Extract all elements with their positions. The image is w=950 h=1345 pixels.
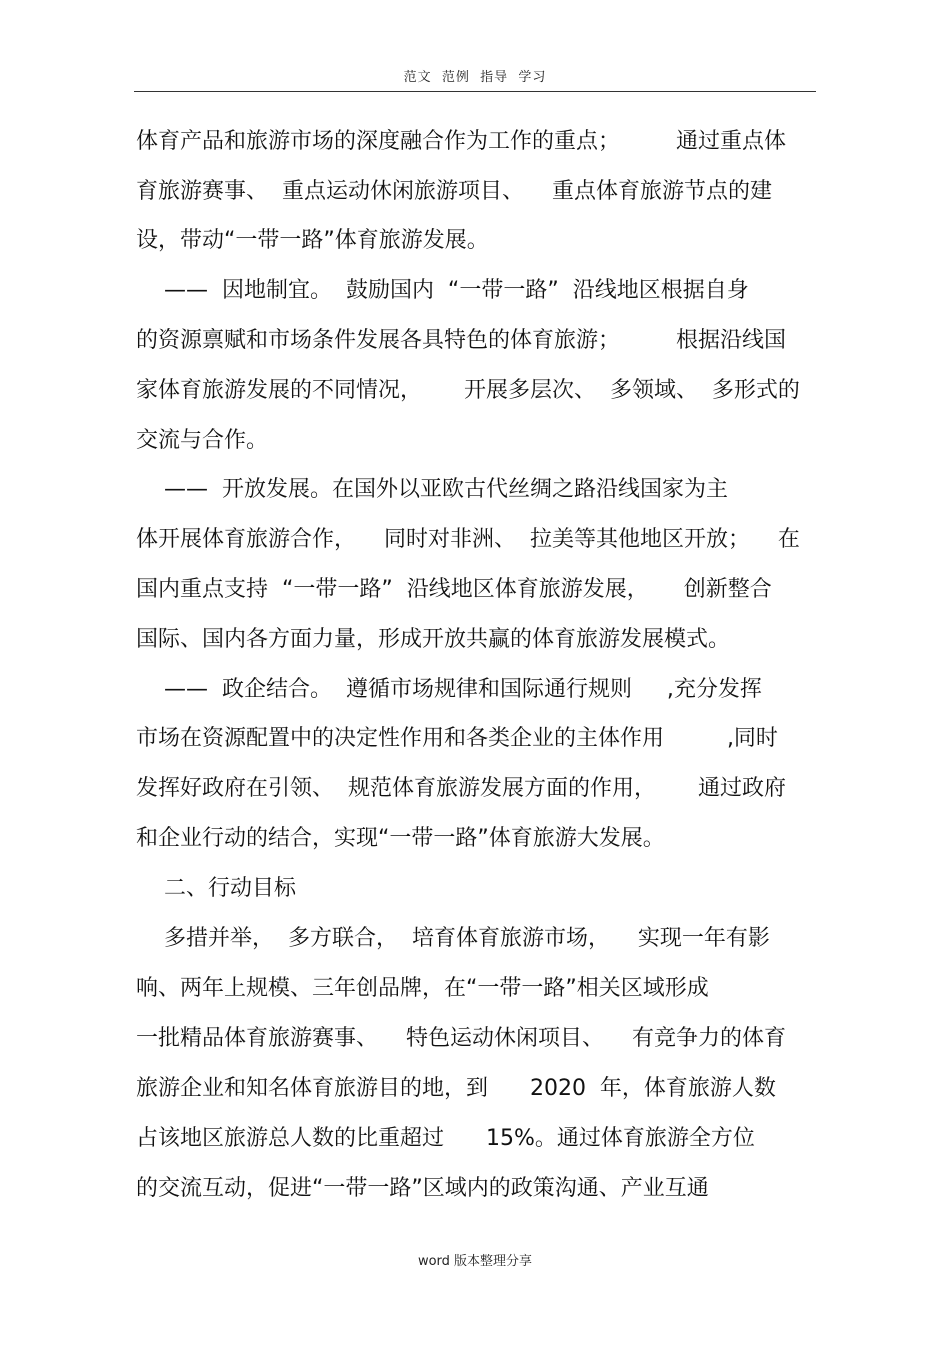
body-line: 国内重点支持 “一带一路” 沿线地区体育旅游发展， 创新整合 xyxy=(136,577,772,602)
body-line: 多措并举， 多方联合， 培育体育旅游市场， 实现一年有影 xyxy=(136,926,770,951)
body-line: 旅游企业和知名体育旅游目的地，到 2020 年，体育旅游人数 xyxy=(136,1076,776,1101)
body-line: —— 开放发展。在国外以亚欧古代丝绸之路沿线国家为主 xyxy=(136,477,728,502)
body-line: —— 政企结合。 遵循市场规律和国际通行规则 ,充分发挥 xyxy=(136,677,762,702)
page-footer: word 版本整理分享 xyxy=(417,1254,533,1269)
body-line: 的交流互动，促进“一带一路”区域内的政策沟通、产业互通 xyxy=(136,1176,709,1201)
page-header: 范文 范例 指导 学习 xyxy=(403,70,547,85)
body-line: 交流与合作。 xyxy=(136,428,269,453)
body-line: 育旅游赛事、 重点运动休闲旅游项目、 重点体育旅游节点的建 xyxy=(136,179,772,204)
body-line: 发挥好政府在引领、 规范体育旅游发展方面的作用， 通过政府 xyxy=(136,776,786,801)
body-line: —— 因地制宜。 鼓励国内 “一带一路” 沿线地区根据自身 xyxy=(136,278,749,303)
body-line: 体开展体育旅游合作， 同时对非洲、 拉美等其他地区开放； 在 xyxy=(136,527,800,552)
section-heading: 二、行动目标 xyxy=(136,876,296,901)
body-line: 响、两年上规模、三年创品牌，在“一带一路”相关区域形成 xyxy=(136,976,709,1001)
body-line: 市场在资源配置中的决定性作用和各类企业的主体作用 ,同时 xyxy=(136,726,778,751)
body-line: 国际、国内各方面力量，形成开放共赢的体育旅游发展模式。 xyxy=(136,627,731,652)
header-divider xyxy=(134,91,816,92)
body-line: 和企业行动的结合，实现“一带一路”体育旅游大发展。 xyxy=(136,826,665,851)
body-line: 的资源禀赋和市场条件发展各具特色的体育旅游； 根据沿线国 xyxy=(136,328,786,353)
body-line: 一批精品体育旅游赛事、 特色运动休闲项目、 有竞争力的体育 xyxy=(136,1026,786,1051)
body-line: 设，带动“一带一路”体育旅游发展。 xyxy=(136,228,489,253)
body-line: 体育产品和旅游市场的深度融合作为工作的重点； 通过重点体 xyxy=(136,129,786,154)
body-line: 家体育旅游发展的不同情况， 开展多层次、 多领域、 多形式的 xyxy=(136,378,800,403)
body-line: 占该地区旅游总人数的比重超过 15%。通过体育旅游全方位 xyxy=(136,1126,755,1151)
